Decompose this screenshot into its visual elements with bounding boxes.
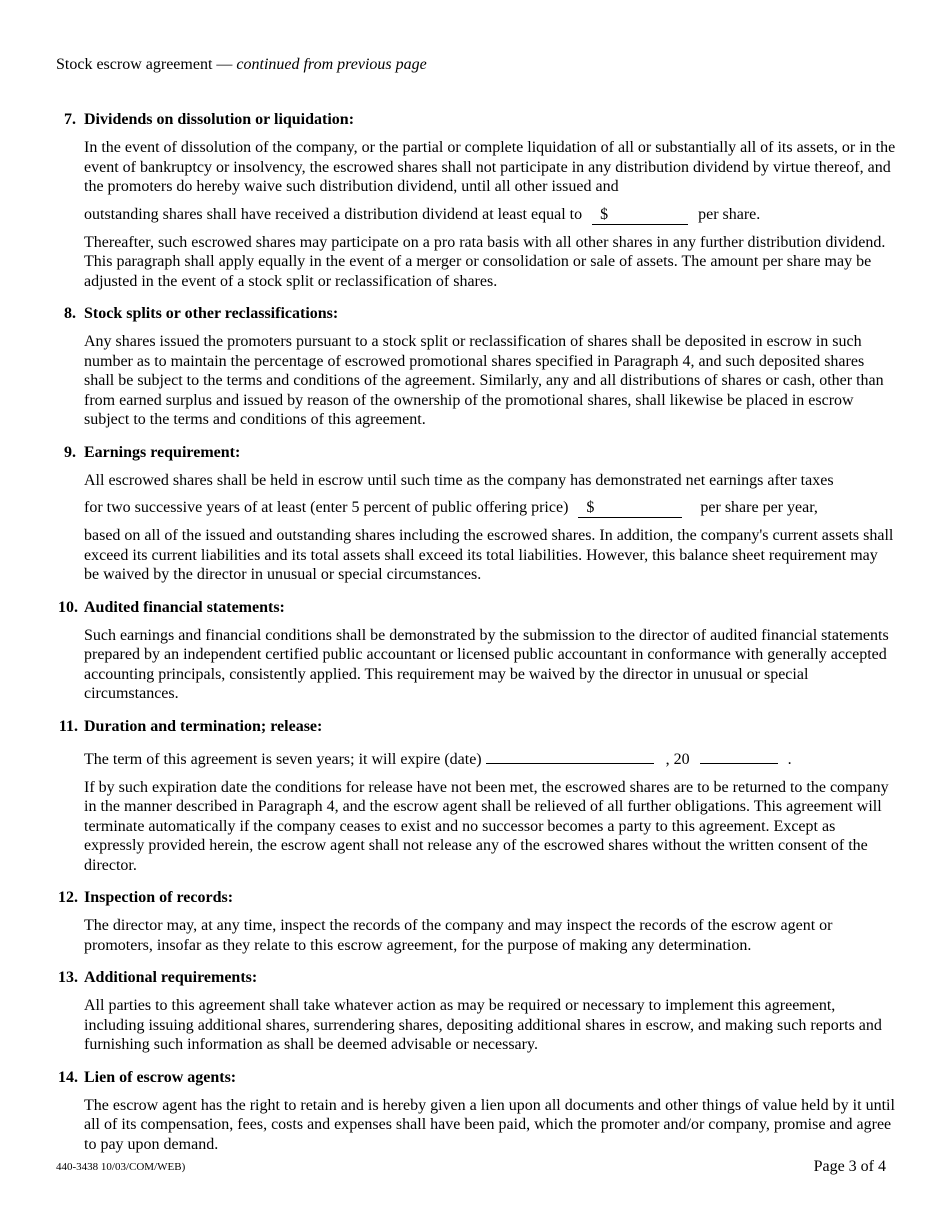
- section-heading: [56, 888, 896, 908]
- earnings-amount-line: [84, 498, 896, 518]
- page-number: Page 3 of 4: [813, 1158, 886, 1175]
- section-14: [56, 1068, 896, 1155]
- section-number: 9.: [64, 443, 76, 461]
- section-paragraph: All escrowed shares shall be held in escrow until such time as the company has demonstrated net earnings after taxes: [84, 471, 834, 489]
- section-title: Duration and termination; release:: [84, 717, 323, 735]
- section-number: 14.: [58, 1068, 78, 1086]
- section-title: Audited financial statements:: [84, 598, 285, 616]
- section-7: [56, 110, 896, 291]
- section-heading: [56, 443, 896, 463]
- section-heading: [56, 304, 896, 324]
- currency-symbol: $: [600, 205, 609, 223]
- section-10: [56, 598, 896, 704]
- section-number: 12.: [58, 889, 78, 906]
- section-number: 8.: [64, 305, 76, 322]
- section-paragraph: Such earnings and financial conditions shall be demonstrated by the submission to the director of audited financial statements prepared by an independent certified public accountant or licensed public accountant in conformance with generally accepted accounting principals, consistently applied. This requirement may be waived by the director in unusual or special circumstances.: [84, 626, 889, 702]
- fill-suffix-text: .: [787, 750, 792, 768]
- currency-symbol: $: [586, 499, 595, 516]
- section-number: 7.: [64, 111, 76, 128]
- section-paragraph: If by such expiration date the conditions for release have not been met, the escrowed shares are to be returned to the company in the manner described in Paragraph 4, and the escrow agent shall be relieved of all further obligations. This agreement will terminate automatically if the company ceases to exist and no successor becomes a party to this agreement. Except as expressly provided herein, the escrow agent shall not release any of the escrowed shares without the written consent of the director.: [84, 778, 889, 874]
- section-title: Earnings requirement:: [84, 443, 241, 461]
- dividend-amount-line: [84, 205, 896, 225]
- expiration-date-field[interactable]: [486, 745, 654, 764]
- section-number: 13.: [58, 969, 78, 986]
- section-paragraph: All parties to this agreement shall take whatever action as may be required or necessary to implement this agreement, including issuing additional shares, surrendering shares, depositing additional shares in escrow, and making such reports and furnishing such information as shall be deemed advisable or necessary.: [84, 997, 882, 1053]
- form-identifier: 440-3438 10/03/COM/WEB): [56, 1161, 186, 1173]
- section-paragraph: The escrow agent has the right to retain and is hereby given a lien upon all documents and other things of value held by it until all of its compensation, fees, costs and expenses shall have been paid, which the promoter and/or company, promise and agree to pay upon demand.: [84, 1096, 895, 1153]
- section-paragraph: In the event of dissolution of the company, or the partial or complete liquidation of all or substantially all of its assets, or in the event of bankruptcy or insolvency, the escrowed shares shall not participate in any distribution dividend by virtue thereof, and the promoters do hereby waive such distribution dividend, until all other issued and: [84, 139, 896, 195]
- dividend-amount-field[interactable]: [592, 206, 688, 225]
- section-heading: [56, 717, 896, 737]
- document-body: [56, 110, 896, 1167]
- section-9: [56, 443, 896, 585]
- fill-prefix-text: The term of this agreement is seven years; it will expire (date): [84, 750, 482, 768]
- section-title: Dividends on dissolution or liquidation:: [84, 111, 355, 128]
- section-heading: [56, 598, 896, 618]
- section-heading: [56, 1068, 896, 1088]
- section-title: Inspection of records:: [84, 889, 234, 906]
- earnings-amount-field[interactable]: [578, 499, 682, 518]
- section-12: [56, 888, 896, 955]
- page-header: [56, 55, 427, 75]
- section-13: [56, 968, 896, 1055]
- section-paragraph: based on all of the issued and outstanding shares including the escrowed shares. In addition, the company's current assets shall exceed its current liabilities and its total assets shall exceed its total liabilities. However, this balance sheet requirement may be waived by the director in unusual or special circumstances.: [84, 527, 894, 583]
- section-paragraph: Thereafter, such escrowed shares may participate on a pro rata basis with all other shares in any further distribution dividend. This paragraph shall apply equally in the event of a merger or consolidation or sale of assets. The amount per share may be adjusted in the event of a stock split or reclassification of shares.: [84, 233, 886, 290]
- header-title: Stock escrow agreement —: [56, 56, 233, 73]
- expiration-year-field[interactable]: [700, 745, 778, 764]
- section-title: Additional requirements:: [84, 969, 258, 986]
- section-8: [56, 304, 896, 430]
- section-number: 10.: [58, 598, 78, 616]
- section-title: Stock splits or other reclassifications:: [84, 305, 339, 322]
- section-11: [56, 717, 896, 876]
- section-paragraph: The director may, at any time, inspect the records of the company and may inspect the records of the escrow agent or promoters, insofar as they relate to this escrow agreement, for the purpose of making any determination.: [84, 917, 833, 954]
- fill-suffix-text: per share per year,: [700, 499, 818, 516]
- fill-suffix-text: per share.: [698, 205, 761, 223]
- section-heading: [56, 968, 896, 988]
- header-continued: continued from previous page: [236, 56, 427, 73]
- section-number: 11.: [58, 717, 78, 735]
- section-heading: [56, 110, 896, 130]
- expiration-date-line: [84, 745, 896, 770]
- fill-prefix-text: for two successive years of at least (enter 5 percent of public offering price): [84, 499, 569, 516]
- section-paragraph: Any shares issued the promoters pursuant to a stock split or reclassification of shares shall be deposited in escrow in such number as to maintain the percentage of escrowed promotional shares specified in Paragraph 4, and such deposited shares shall be subject to the terms and conditions of the agreement. Similarly, any and all distributions of shares or cash, other than from earned surplus and issued by reason of the ownership of the promotional shares, shall likewise be placed in escrow subject to the terms and conditions of this agreement.: [84, 333, 884, 428]
- section-title: Lien of escrow agents:: [84, 1068, 237, 1086]
- fill-prefix-text: outstanding shares shall have received a distribution dividend at least equal to: [84, 205, 583, 223]
- year-prefix-text: , 20: [665, 750, 690, 768]
